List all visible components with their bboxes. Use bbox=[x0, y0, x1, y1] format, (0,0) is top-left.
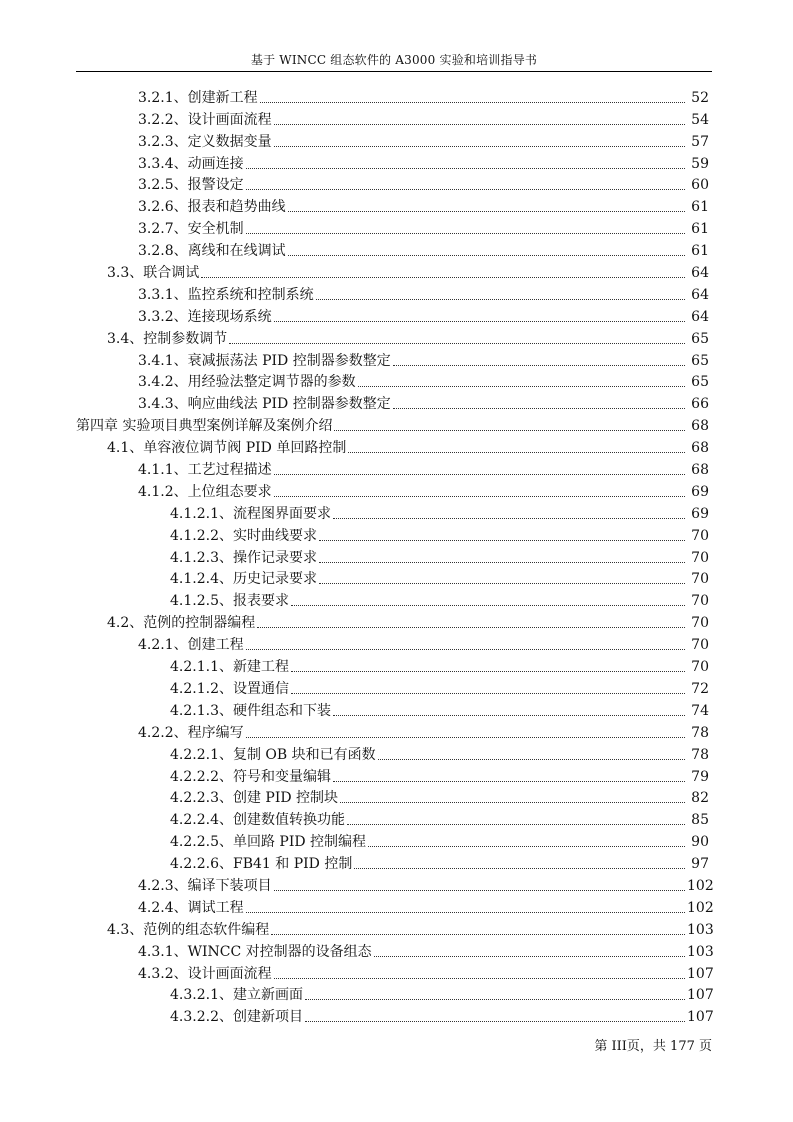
toc-entry-page: 68 bbox=[691, 462, 709, 479]
toc-dot-leader bbox=[274, 474, 685, 475]
toc-entry-title: 3.3.2、连接现场系统 bbox=[138, 308, 272, 325]
toc-entry[interactable] bbox=[0, 851, 793, 873]
toc-dot-leader bbox=[333, 518, 685, 519]
toc-dot-leader bbox=[246, 737, 685, 738]
toc-dot-leader bbox=[246, 233, 685, 234]
toc-entry-page: 52 bbox=[691, 89, 709, 106]
toc-entry[interactable] bbox=[0, 413, 793, 435]
toc-entry[interactable] bbox=[0, 939, 793, 961]
toc-entry-page: 107 bbox=[687, 1009, 714, 1026]
toc-dot-leader bbox=[274, 124, 685, 125]
toc-entry-page: 64 bbox=[691, 265, 709, 282]
toc-entry-page: 65 bbox=[691, 330, 709, 347]
toc-dot-leader bbox=[305, 999, 685, 1000]
toc-entry-title: 4.2.4、调试工程 bbox=[138, 899, 244, 916]
toc-entry-title: 4.2.2.6、FB41 和 PID 控制 bbox=[170, 856, 353, 873]
table-of-contents bbox=[0, 85, 793, 1026]
toc-dot-leader bbox=[334, 430, 685, 431]
toc-entry-title: 3.4.3、响应曲线法 PID 控制器参数整定 bbox=[138, 396, 391, 413]
toc-entry-title: 4.2.2.1、复制 OB 块和已有函数 bbox=[170, 746, 376, 763]
toc-dot-leader bbox=[374, 956, 685, 957]
toc-dot-leader bbox=[274, 146, 685, 147]
toc-entry-title: 4.3.2.1、建立新画面 bbox=[170, 987, 303, 1004]
toc-entry-title: 4.3.1、WINCC 对控制器的设备组态 bbox=[138, 943, 372, 960]
toc-entry[interactable] bbox=[0, 435, 793, 457]
toc-entry-title: 4.2.2.5、单回路 PID 控制编程 bbox=[170, 834, 367, 851]
toc-dot-leader bbox=[291, 671, 685, 672]
toc-entry-title: 4.1.2.2、实时曲线要求 bbox=[170, 527, 317, 544]
toc-entry-page: 97 bbox=[691, 856, 709, 873]
toc-dot-leader bbox=[291, 605, 685, 606]
toc-entry-title: 3.2.3、定义数据变量 bbox=[138, 133, 272, 150]
toc-entry[interactable] bbox=[0, 326, 793, 348]
toc-entry[interactable] bbox=[0, 304, 793, 326]
toc-entry-title: 4.2.1、创建工程 bbox=[138, 637, 244, 654]
toc-dot-leader bbox=[274, 978, 685, 979]
toc-entry-page: 61 bbox=[691, 243, 709, 260]
toc-entry-title: 4.3.2.2、创建新项目 bbox=[170, 1009, 303, 1026]
toc-entry[interactable] bbox=[0, 282, 793, 304]
toc-entry-page: 90 bbox=[691, 834, 709, 851]
toc-entry[interactable] bbox=[0, 807, 793, 829]
toc-entry-title: 4.2.2.4、创建数值转换功能 bbox=[170, 812, 345, 829]
toc-entry-page: 70 bbox=[691, 527, 709, 544]
toc-entry[interactable] bbox=[0, 523, 793, 545]
toc-dot-leader bbox=[246, 168, 685, 169]
toc-entry-title: 4.3.2、设计画面流程 bbox=[138, 965, 272, 982]
page-number: 第 III页，共 177 页 bbox=[594, 1039, 712, 1054]
toc-dot-leader bbox=[229, 343, 685, 344]
header-divider bbox=[76, 71, 712, 72]
toc-entry[interactable] bbox=[0, 786, 793, 808]
toc-entry[interactable] bbox=[0, 917, 793, 939]
toc-entry-title: 3.2.2、设计画面流程 bbox=[138, 111, 272, 128]
toc-entry-page: 85 bbox=[691, 812, 709, 829]
toc-entry-title: 3.3、联合调试 bbox=[107, 265, 200, 282]
toc-entry[interactable] bbox=[0, 85, 793, 107]
toc-dot-leader bbox=[358, 386, 685, 387]
toc-dot-leader bbox=[316, 299, 685, 300]
toc-entry-title: 4.2.3、编译下装项目 bbox=[138, 877, 272, 894]
toc-entry-title: 4.2.2.3、创建 PID 控制块 bbox=[170, 790, 339, 807]
toc-entry-title: 3.4.1、衰减振荡法 PID 控制器参数整定 bbox=[138, 352, 391, 369]
toc-dot-leader bbox=[288, 211, 685, 212]
toc-entry[interactable] bbox=[0, 107, 793, 129]
toc-entry-title: 3.2.6、报表和趋势曲线 bbox=[138, 199, 286, 216]
toc-entry[interactable] bbox=[0, 194, 793, 216]
toc-entry-page: 69 bbox=[691, 483, 709, 500]
toc-entry-page: 74 bbox=[691, 702, 709, 719]
toc-entry-page: 70 bbox=[691, 659, 709, 676]
toc-entry[interactable] bbox=[0, 567, 793, 589]
toc-entry-title: 4.2.1.1、新建工程 bbox=[170, 659, 289, 676]
toc-entry-title: 4.1.1、工艺过程描述 bbox=[138, 462, 272, 479]
toc-entry-page: 70 bbox=[691, 637, 709, 654]
toc-entry-page: 72 bbox=[691, 680, 709, 697]
toc-entry-title: 4.2.1.2、设置通信 bbox=[170, 680, 289, 697]
toc-entry-page: 61 bbox=[691, 221, 709, 238]
toc-dot-leader bbox=[393, 365, 685, 366]
toc-entry[interactable] bbox=[0, 216, 793, 238]
toc-dot-leader bbox=[368, 846, 685, 847]
toc-entry[interactable] bbox=[0, 698, 793, 720]
toc-entry-page: 66 bbox=[691, 396, 709, 413]
toc-dot-leader bbox=[288, 255, 685, 256]
toc-entry[interactable] bbox=[0, 501, 793, 523]
toc-entry[interactable] bbox=[0, 370, 793, 392]
toc-entry[interactable] bbox=[0, 829, 793, 851]
toc-entry-title: 4.2、范例的控制器编程 bbox=[107, 615, 256, 632]
toc-entry[interactable] bbox=[0, 764, 793, 786]
toc-dot-leader bbox=[319, 540, 685, 541]
toc-entry-page: 78 bbox=[691, 724, 709, 741]
toc-entry-page: 79 bbox=[691, 768, 709, 785]
toc-entry[interactable] bbox=[0, 895, 793, 917]
toc-entry[interactable] bbox=[0, 151, 793, 173]
toc-entry-page: 107 bbox=[687, 987, 714, 1004]
toc-entry-page: 65 bbox=[691, 352, 709, 369]
toc-dot-leader bbox=[354, 868, 685, 869]
toc-entry-page: 82 bbox=[691, 790, 709, 807]
toc-entry-title: 3.3.1、监控系统和控制系统 bbox=[138, 286, 314, 303]
toc-entry[interactable] bbox=[0, 391, 793, 413]
toc-entry-title: 3.2.7、安全机制 bbox=[138, 221, 244, 238]
toc-dot-leader bbox=[348, 452, 685, 453]
toc-entry[interactable] bbox=[0, 961, 793, 983]
toc-entry-page: 60 bbox=[691, 177, 709, 194]
toc-entry-page: 54 bbox=[691, 111, 709, 128]
toc-entry[interactable] bbox=[0, 676, 793, 698]
toc-entry-page: 103 bbox=[687, 921, 714, 938]
toc-entry-title: 第四章 实验项目典型案例详解及案例介绍 bbox=[76, 418, 333, 435]
toc-dot-leader bbox=[257, 627, 685, 628]
toc-entry-title: 3.4.2、用经验法整定调节器的参数 bbox=[138, 374, 356, 391]
toc-dot-leader bbox=[271, 934, 685, 935]
toc-entry[interactable] bbox=[0, 238, 793, 260]
toc-entry-page: 70 bbox=[691, 593, 709, 610]
toc-dot-leader bbox=[246, 189, 685, 190]
toc-entry-title: 3.2.1、创建新工程 bbox=[138, 89, 258, 106]
toc-entry-title: 3.4、控制参数调节 bbox=[107, 330, 228, 347]
toc-entry[interactable] bbox=[0, 720, 793, 742]
toc-entry-page: 103 bbox=[687, 943, 714, 960]
toc-entry[interactable] bbox=[0, 873, 793, 895]
toc-entry-page: 70 bbox=[691, 549, 709, 566]
toc-entry-title: 4.2.2.2、符号和变量编辑 bbox=[170, 768, 331, 785]
toc-dot-leader bbox=[347, 824, 685, 825]
toc-dot-leader bbox=[274, 321, 685, 322]
toc-entry[interactable] bbox=[0, 610, 793, 632]
toc-entry-page: 57 bbox=[691, 133, 709, 150]
toc-entry-page: 70 bbox=[691, 615, 709, 632]
toc-dot-leader bbox=[246, 912, 685, 913]
toc-entry[interactable] bbox=[0, 654, 793, 676]
toc-entry-title: 4.1.2.3、操作记录要求 bbox=[170, 549, 317, 566]
toc-entry[interactable] bbox=[0, 632, 793, 654]
toc-dot-leader bbox=[291, 693, 685, 694]
toc-entry[interactable] bbox=[0, 588, 793, 610]
toc-dot-leader bbox=[274, 496, 685, 497]
toc-dot-leader bbox=[333, 715, 685, 716]
toc-entry[interactable] bbox=[0, 1004, 793, 1026]
toc-entry[interactable] bbox=[0, 742, 793, 764]
toc-entry-page: 102 bbox=[687, 877, 714, 894]
toc-dot-leader bbox=[378, 759, 685, 760]
toc-entry[interactable] bbox=[0, 173, 793, 195]
toc-entry[interactable] bbox=[0, 545, 793, 567]
toc-dot-leader bbox=[260, 102, 685, 103]
toc-entry-title: 3.2.8、离线和在线调试 bbox=[138, 243, 286, 260]
toc-entry-page: 70 bbox=[691, 571, 709, 588]
toc-entry-title: 3.3.4、动画连接 bbox=[138, 155, 244, 172]
toc-dot-leader bbox=[201, 277, 685, 278]
header-title: 基于 WINCC 组态软件的 A3000 实验和培训指导书 bbox=[250, 53, 538, 67]
toc-entry[interactable] bbox=[0, 457, 793, 479]
toc-entry[interactable] bbox=[0, 348, 793, 370]
toc-dot-leader bbox=[319, 562, 685, 563]
toc-entry-title: 4.2.2、程序编写 bbox=[138, 724, 244, 741]
toc-entry-page: 64 bbox=[691, 286, 709, 303]
toc-entry[interactable] bbox=[0, 129, 793, 151]
toc-dot-leader bbox=[246, 649, 685, 650]
toc-entry-title: 4.1.2、上位组态要求 bbox=[138, 483, 272, 500]
toc-entry-page: 102 bbox=[687, 899, 714, 916]
toc-entry-page: 61 bbox=[691, 199, 709, 216]
toc-entry-page: 59 bbox=[691, 155, 709, 172]
toc-entry-page: 65 bbox=[691, 374, 709, 391]
toc-dot-leader bbox=[340, 802, 685, 803]
toc-entry-title: 4.1.2.5、报表要求 bbox=[170, 593, 289, 610]
toc-entry[interactable] bbox=[0, 479, 793, 501]
toc-entry-title: 4.3、范例的组态软件编程 bbox=[107, 921, 270, 938]
toc-entry-title: 3.2.5、报警设定 bbox=[138, 177, 244, 194]
toc-dot-leader bbox=[319, 583, 685, 584]
toc-entry-title: 4.1、单容液位调节阀 PID 单回路控制 bbox=[107, 440, 347, 457]
toc-entry-page: 78 bbox=[691, 746, 709, 763]
toc-entry[interactable] bbox=[0, 260, 793, 282]
toc-dot-leader bbox=[393, 408, 685, 409]
toc-entry-title: 4.1.2.4、历史记录要求 bbox=[170, 571, 317, 588]
toc-entry-page: 68 bbox=[691, 418, 709, 435]
toc-dot-leader bbox=[305, 1021, 685, 1022]
toc-entry[interactable] bbox=[0, 983, 793, 1005]
toc-entry-title: 4.2.1.3、硬件组态和下装 bbox=[170, 702, 331, 719]
toc-entry-page: 68 bbox=[691, 440, 709, 457]
toc-dot-leader bbox=[333, 781, 685, 782]
toc-dot-leader bbox=[274, 890, 685, 891]
toc-entry-page: 107 bbox=[687, 965, 714, 982]
toc-entry-page: 69 bbox=[691, 505, 709, 522]
toc-entry-page: 64 bbox=[691, 308, 709, 325]
toc-entry-title: 4.1.2.1、流程图界面要求 bbox=[170, 505, 331, 522]
